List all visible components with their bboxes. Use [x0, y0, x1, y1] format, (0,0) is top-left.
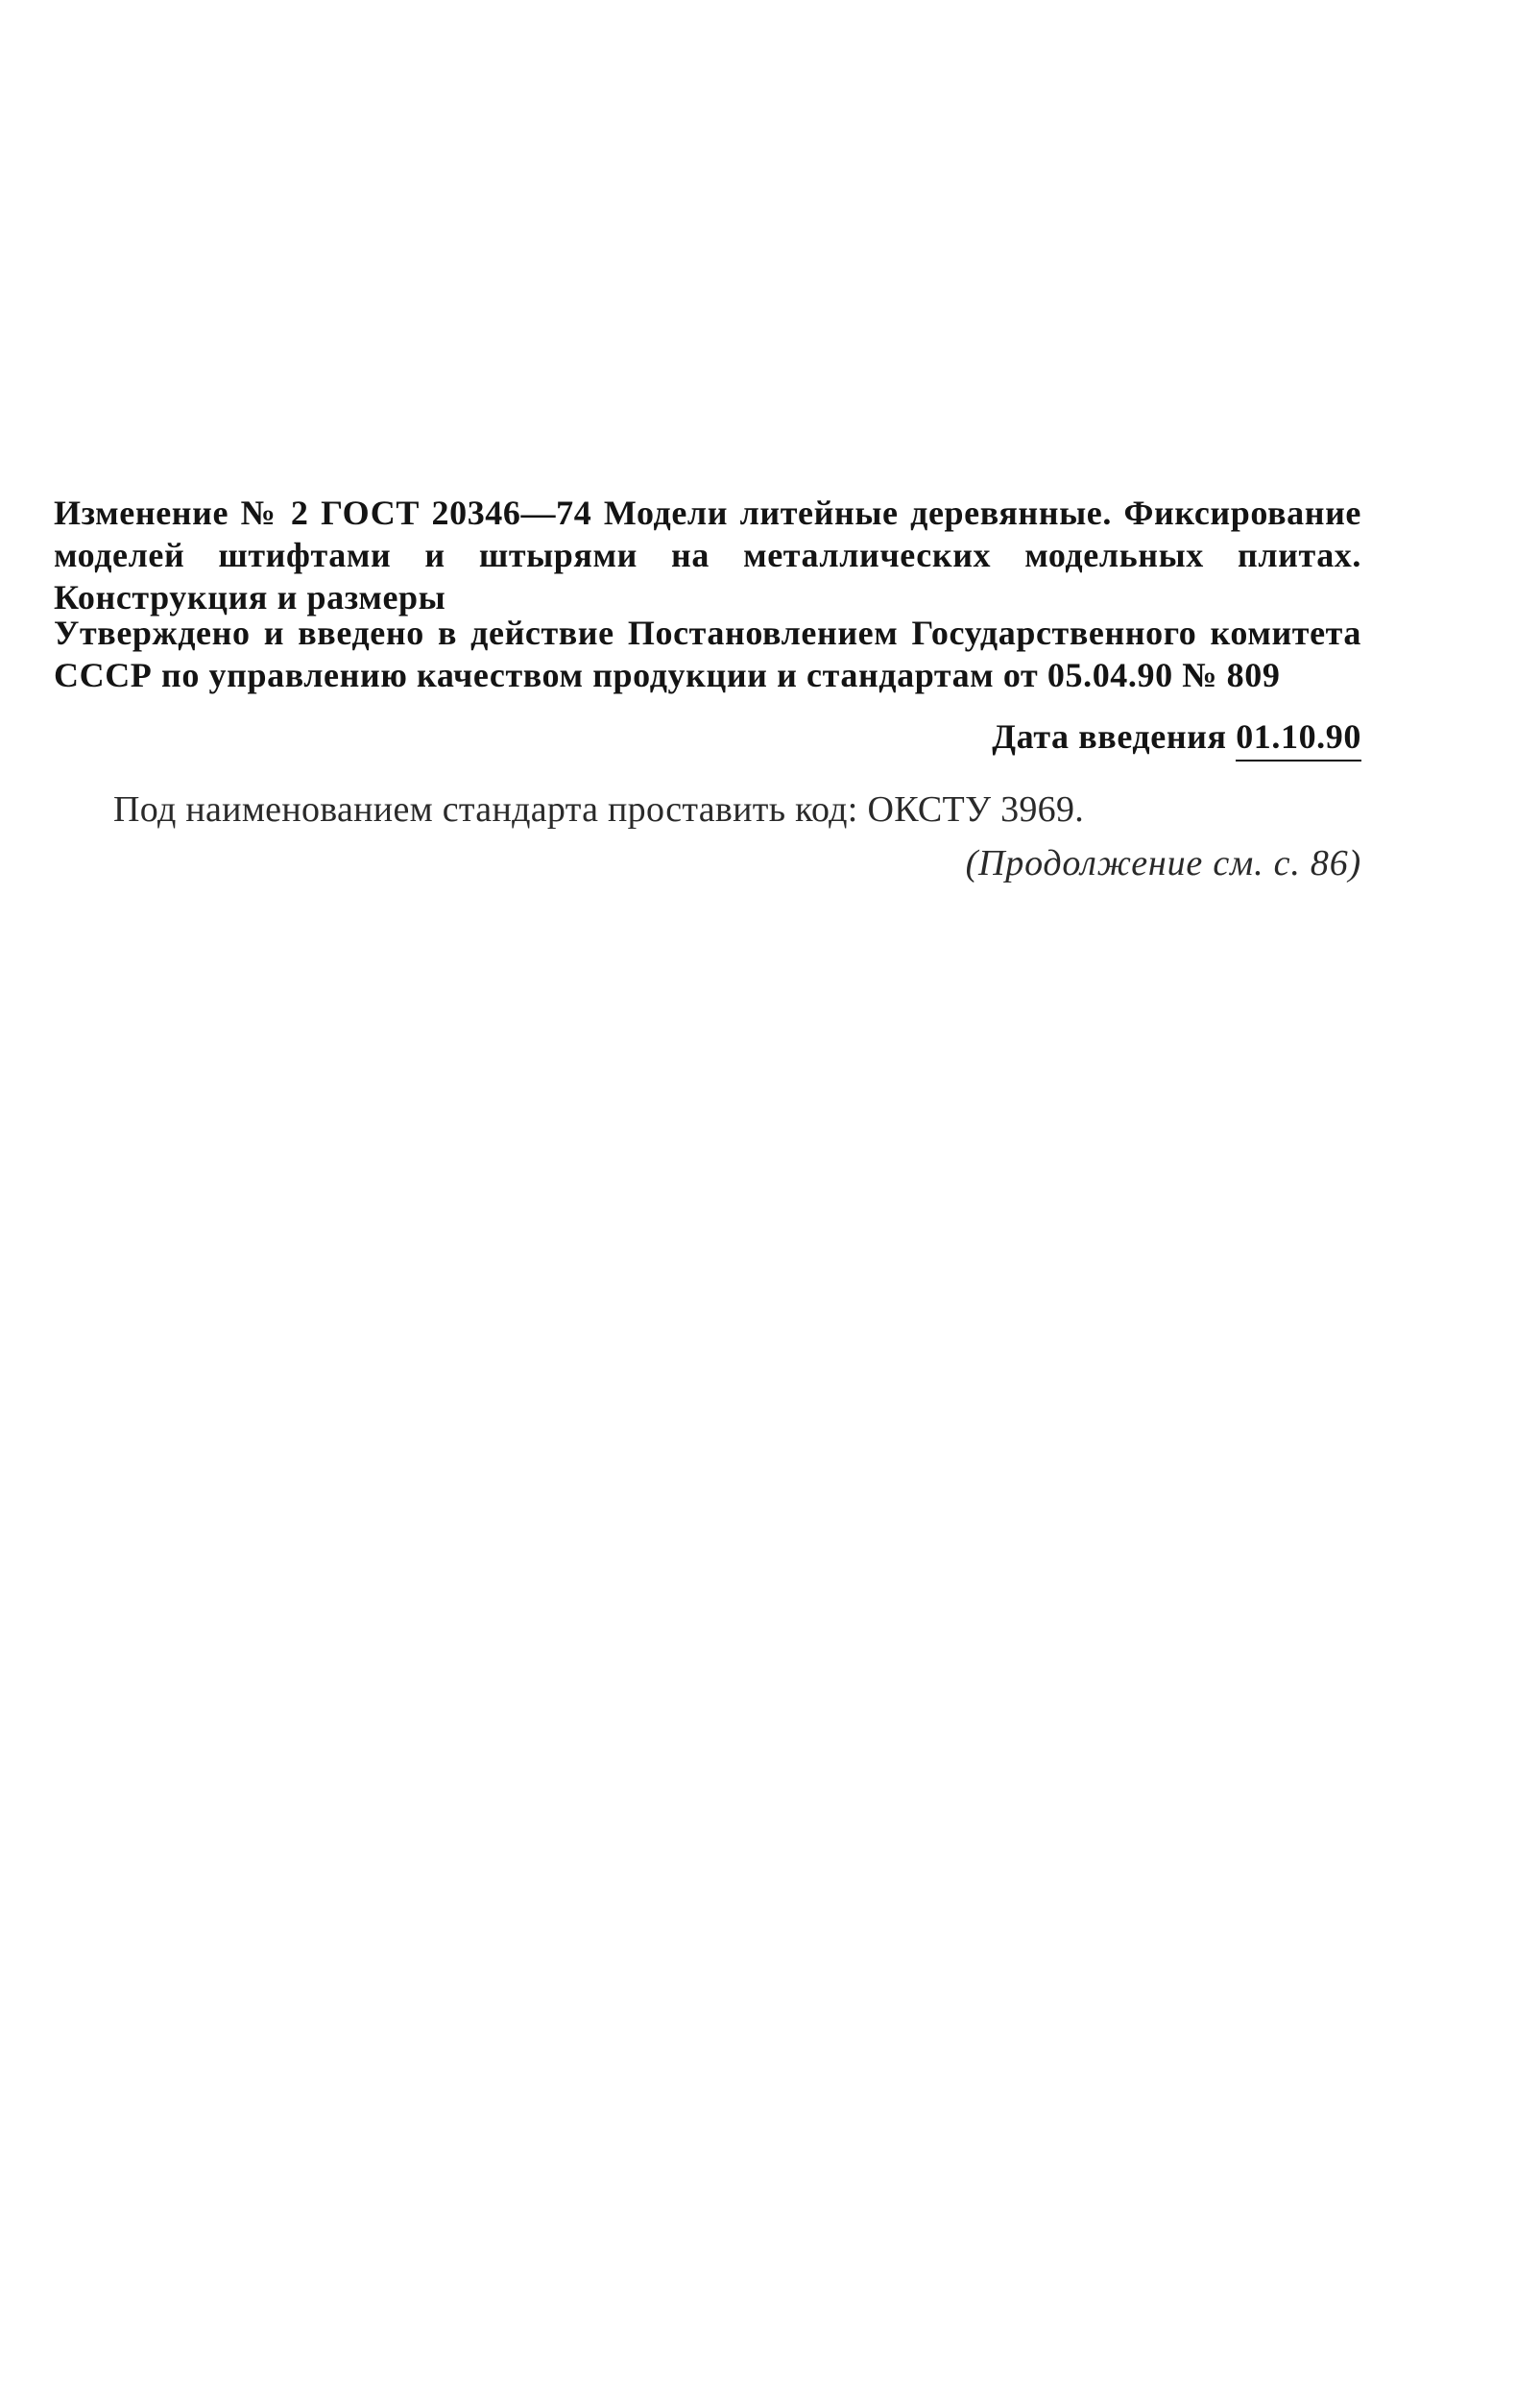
- approval-statement: Утверждено и введено в действие Постановлением Государственного комитета СССР по управлению качеством продукции и стандартам от 05.04.90 № 809: [54, 614, 1361, 694]
- effective-date-label: Дата введения: [992, 717, 1237, 756]
- amendment-instruction: Под наименованием стандарта проставить код: ОКСТУ 3969.: [113, 789, 1085, 830]
- continuation-note: (Продолжение см. с. 86): [965, 843, 1361, 883]
- amendment-title: Изменение № 2 ГОСТ 20346—74 Модели литейные деревянные. Фиксирование моделей штифтами и штырями на металлических модельных плитах. Конструкция и размеры: [54, 494, 1361, 617]
- effective-date-value: 01.10.90: [1236, 715, 1361, 762]
- effective-date: [992, 715, 1361, 762]
